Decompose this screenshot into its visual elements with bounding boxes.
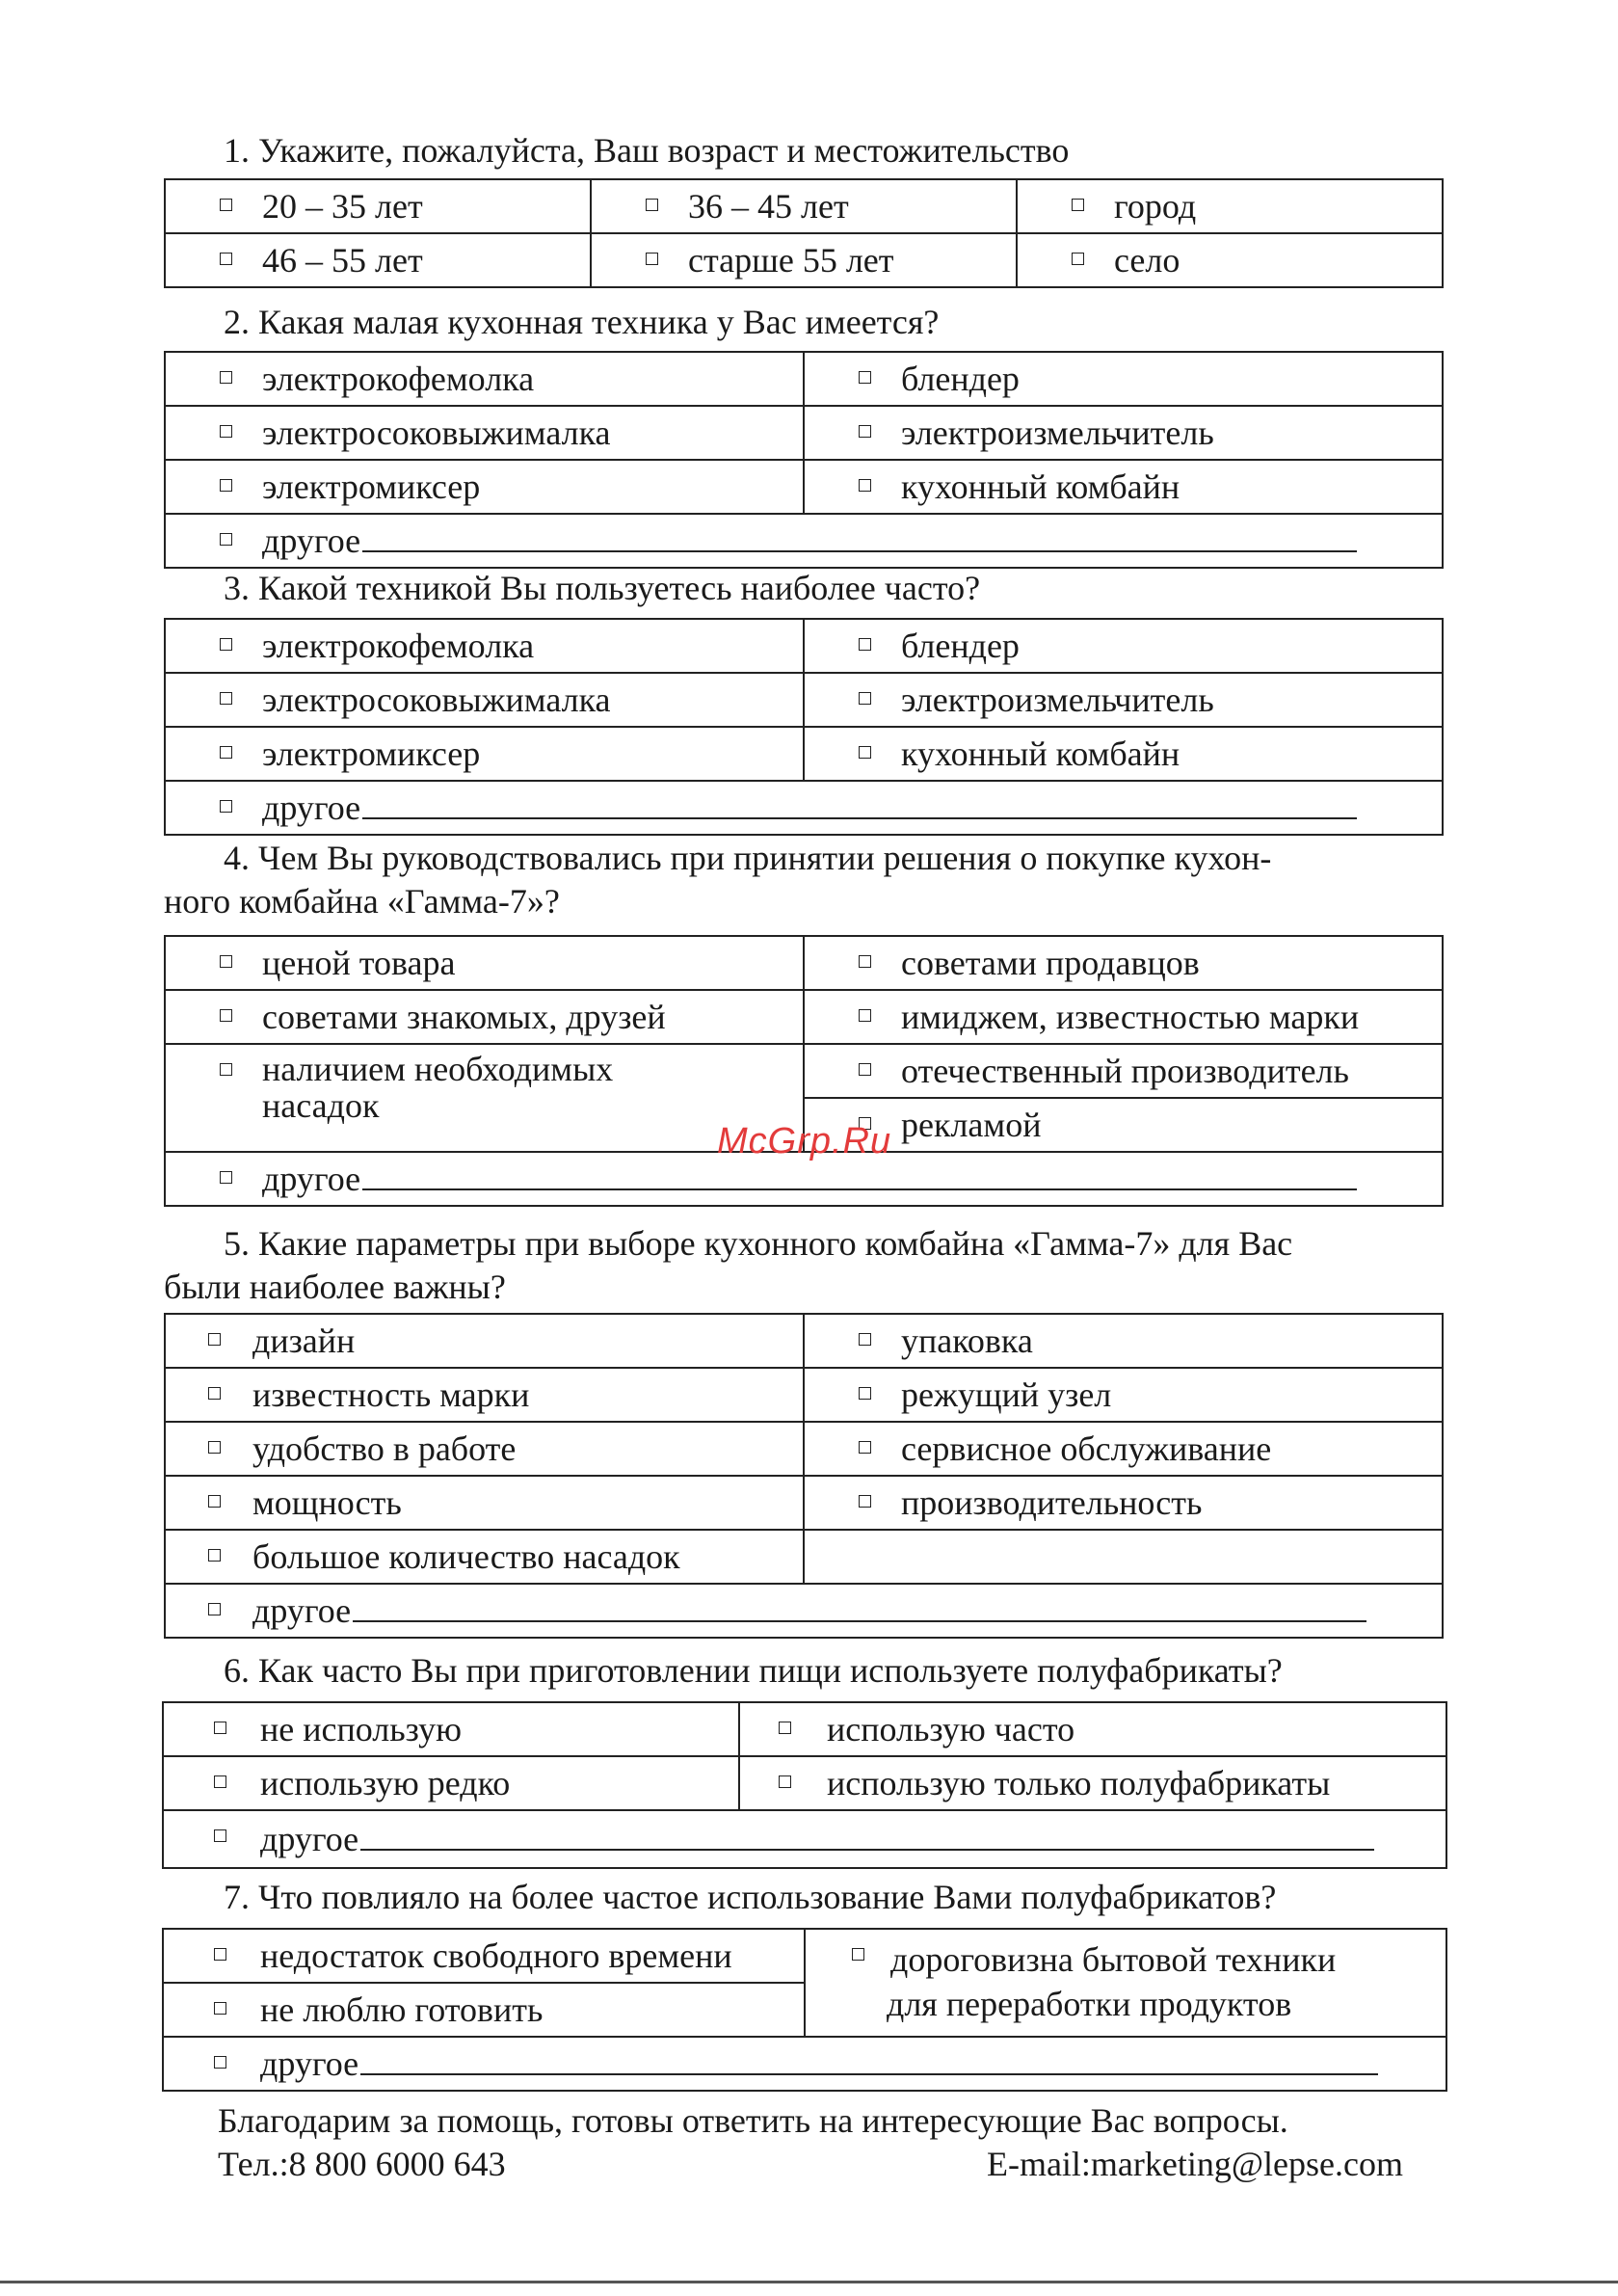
option-other[interactable]: другое [165, 1152, 1443, 1206]
q3-options-table [164, 618, 1444, 836]
option[interactable]: не использую [163, 1702, 739, 1756]
question-1 [164, 129, 1446, 173]
email-link[interactable]: E-mail:marketing@lepse.com [986, 2145, 1403, 2183]
question-title: 3. Какой техникой Вы пользуетесь наиболее часто? [224, 569, 981, 607]
option[interactable]: блендер [804, 352, 1443, 406]
checkbox[interactable] [214, 2002, 226, 2015]
question-title: 7. Что повлияло на более частое использование Вами полуфабрикатов? [224, 1878, 1277, 1916]
option-age-46-55[interactable]: 46 – 55 лет [165, 233, 591, 287]
checkbox[interactable] [220, 1171, 232, 1184]
checkbox[interactable] [220, 638, 232, 651]
option[interactable]: рекламой [804, 1098, 1443, 1152]
option[interactable]: электромиксер [165, 727, 804, 781]
checkbox[interactable] [1072, 199, 1084, 211]
checkbox[interactable] [859, 638, 871, 651]
checkbox[interactable] [214, 1948, 226, 1961]
other-input-line[interactable] [362, 523, 1357, 552]
question-7 [164, 1876, 1446, 1919]
checkbox[interactable] [859, 746, 871, 759]
checkbox[interactable] [208, 1549, 221, 1562]
option[interactable]: сервисное обслуживание [804, 1422, 1443, 1476]
option-city[interactable]: город [1017, 179, 1443, 233]
checkbox[interactable] [859, 1009, 871, 1022]
question-5 [164, 1222, 1446, 1309]
checkbox[interactable] [214, 1829, 226, 1842]
checkbox[interactable] [859, 479, 871, 492]
option[interactable]: электроизмельчитель [804, 673, 1443, 727]
option-expensive-appliances[interactable]: дороговизна бытовой техники для переработки продуктов [805, 1929, 1446, 2037]
checkbox[interactable] [852, 1948, 864, 1961]
bottom-divider [0, 2281, 1618, 2283]
option[interactable]: отечественный производитель [804, 1044, 1443, 1098]
option-village[interactable]: село [1017, 233, 1443, 287]
checkbox[interactable] [220, 199, 232, 211]
other-input-line[interactable] [362, 790, 1357, 819]
q4-options-table [164, 935, 1444, 1207]
option-other[interactable]: другое [163, 2037, 1446, 2091]
option-other[interactable]: другое [163, 1810, 1446, 1868]
checkbox[interactable] [214, 2056, 226, 2069]
checkbox[interactable] [220, 1063, 232, 1076]
other-input-line[interactable] [353, 1593, 1366, 1622]
checkbox[interactable] [208, 1495, 221, 1508]
option-attachments[interactable]: наличием необходимых насадок [165, 1044, 804, 1152]
option[interactable]: кухонный комбайн [804, 727, 1443, 781]
option[interactable]: электроизмельчитель [804, 406, 1443, 460]
question-title-line1: 4. Чем Вы руководствовались при принятии решения о покупке кухон- [224, 839, 1272, 877]
option[interactable]: дизайн [165, 1314, 804, 1368]
other-input-line[interactable] [360, 2046, 1378, 2075]
option-other[interactable]: другое [165, 514, 1443, 568]
checkbox[interactable] [220, 479, 232, 492]
checkbox[interactable] [859, 371, 871, 384]
option[interactable]: имиджем, известностью марки [804, 990, 1443, 1044]
checkbox[interactable] [859, 692, 871, 705]
option[interactable]: кухонный комбайн [804, 460, 1443, 514]
checkbox[interactable] [208, 1441, 221, 1454]
other-input-line[interactable] [362, 1161, 1357, 1190]
checkbox[interactable] [208, 1387, 221, 1400]
question-title: 6. Как часто Вы при приготовлении пищи используете полуфабрикаты? [224, 1651, 1283, 1690]
option[interactable]: электрокофемолка [165, 619, 804, 673]
checkbox[interactable] [646, 199, 658, 211]
checkbox[interactable] [859, 425, 871, 438]
option-age-36-45[interactable]: 36 – 45 лет [591, 179, 1017, 233]
question-6 [164, 1649, 1446, 1693]
checkbox[interactable] [859, 1333, 871, 1346]
checkbox[interactable] [220, 692, 232, 705]
checkbox[interactable] [214, 1722, 226, 1734]
contacts-row [218, 2143, 1403, 2186]
question-title: 1. Укажите, пожалуйста, Ваш возраст и местожительство [224, 131, 1070, 170]
option[interactable]: электрокофемолка [165, 352, 804, 406]
option[interactable]: недостаток свободного времени [163, 1929, 805, 1983]
q7-options-table [162, 1928, 1447, 2092]
checkbox[interactable] [220, 371, 232, 384]
question-title: 2. Какая малая кухонная техника у Вас имеется? [224, 303, 940, 341]
option[interactable]: производительность [804, 1476, 1443, 1530]
checkbox[interactable] [1072, 253, 1084, 265]
checkbox[interactable] [220, 253, 232, 265]
watermark-text: McGrp.Ru [717, 1121, 892, 1161]
question-title-line1: 5. Какие параметры при выборе кухонного комбайна «Гамма-7» для Вас [224, 1224, 1293, 1263]
option[interactable]: удобство в работе [165, 1422, 804, 1476]
option[interactable]: мощность [165, 1476, 804, 1530]
checkbox[interactable] [208, 1603, 221, 1615]
option[interactable]: использую только полуфабрикаты [739, 1756, 1446, 1810]
checkbox[interactable] [220, 425, 232, 438]
empty-cell [804, 1530, 1443, 1584]
q5-options-table [164, 1313, 1444, 1639]
option[interactable]: использую редко [163, 1756, 739, 1810]
option[interactable]: электросоковыжималка [165, 673, 804, 727]
checkbox[interactable] [779, 1775, 791, 1788]
option[interactable]: электросоковыжималка [165, 406, 804, 460]
checkbox[interactable] [859, 1063, 871, 1076]
option-other[interactable]: другое [165, 781, 1443, 835]
other-input-line[interactable] [360, 1822, 1374, 1851]
question-3 [164, 567, 1446, 610]
checkbox[interactable] [859, 1495, 871, 1508]
checkbox[interactable] [214, 1775, 226, 1788]
option[interactable]: не люблю готовить [163, 1983, 805, 2037]
phone-text: Тел.:8 800 6000 643 [218, 2145, 506, 2183]
option[interactable]: советами знакомых, друзей [165, 990, 804, 1044]
thanks-text: Благодарим за помощь, готовы ответить на интересующие Вас вопросы. [218, 2101, 1288, 2140]
option-age-20-35[interactable]: 20 – 35 лет [165, 179, 591, 233]
question-4 [164, 837, 1446, 923]
option[interactable]: использую часто [739, 1702, 1446, 1756]
option[interactable]: большое количество насадок [165, 1530, 804, 1584]
footer [218, 2099, 1403, 2186]
checkbox[interactable] [220, 746, 232, 759]
question-title-line2: были наиболее важны? [164, 1268, 506, 1306]
option[interactable]: блендер [804, 619, 1443, 673]
option[interactable]: ценой товара [165, 936, 804, 990]
option[interactable]: упаковка [804, 1314, 1443, 1368]
checkbox[interactable] [859, 1441, 871, 1454]
q6-options-table [162, 1701, 1447, 1869]
option[interactable]: известность марки [165, 1368, 804, 1422]
q1-options-table [164, 178, 1444, 288]
option[interactable]: режущий узел [804, 1368, 1443, 1422]
checkbox[interactable] [779, 1722, 791, 1734]
option-other[interactable]: другое [165, 1584, 1443, 1638]
checkbox[interactable] [220, 533, 232, 546]
checkbox[interactable] [208, 1333, 221, 1346]
checkbox[interactable] [646, 253, 658, 265]
option[interactable]: советами продавцов [804, 936, 1443, 990]
option[interactable]: электромиксер [165, 460, 804, 514]
checkbox[interactable] [859, 1387, 871, 1400]
checkbox[interactable] [859, 955, 871, 968]
checkbox[interactable] [220, 800, 232, 813]
q2-options-table [164, 351, 1444, 569]
checkbox[interactable] [220, 1009, 232, 1022]
checkbox[interactable] [220, 955, 232, 968]
question-title-line2: ного комбайна «Гамма-7»? [164, 882, 560, 921]
option-age-over-55[interactable]: старше 55 лет [591, 233, 1017, 287]
question-2 [164, 301, 1446, 344]
